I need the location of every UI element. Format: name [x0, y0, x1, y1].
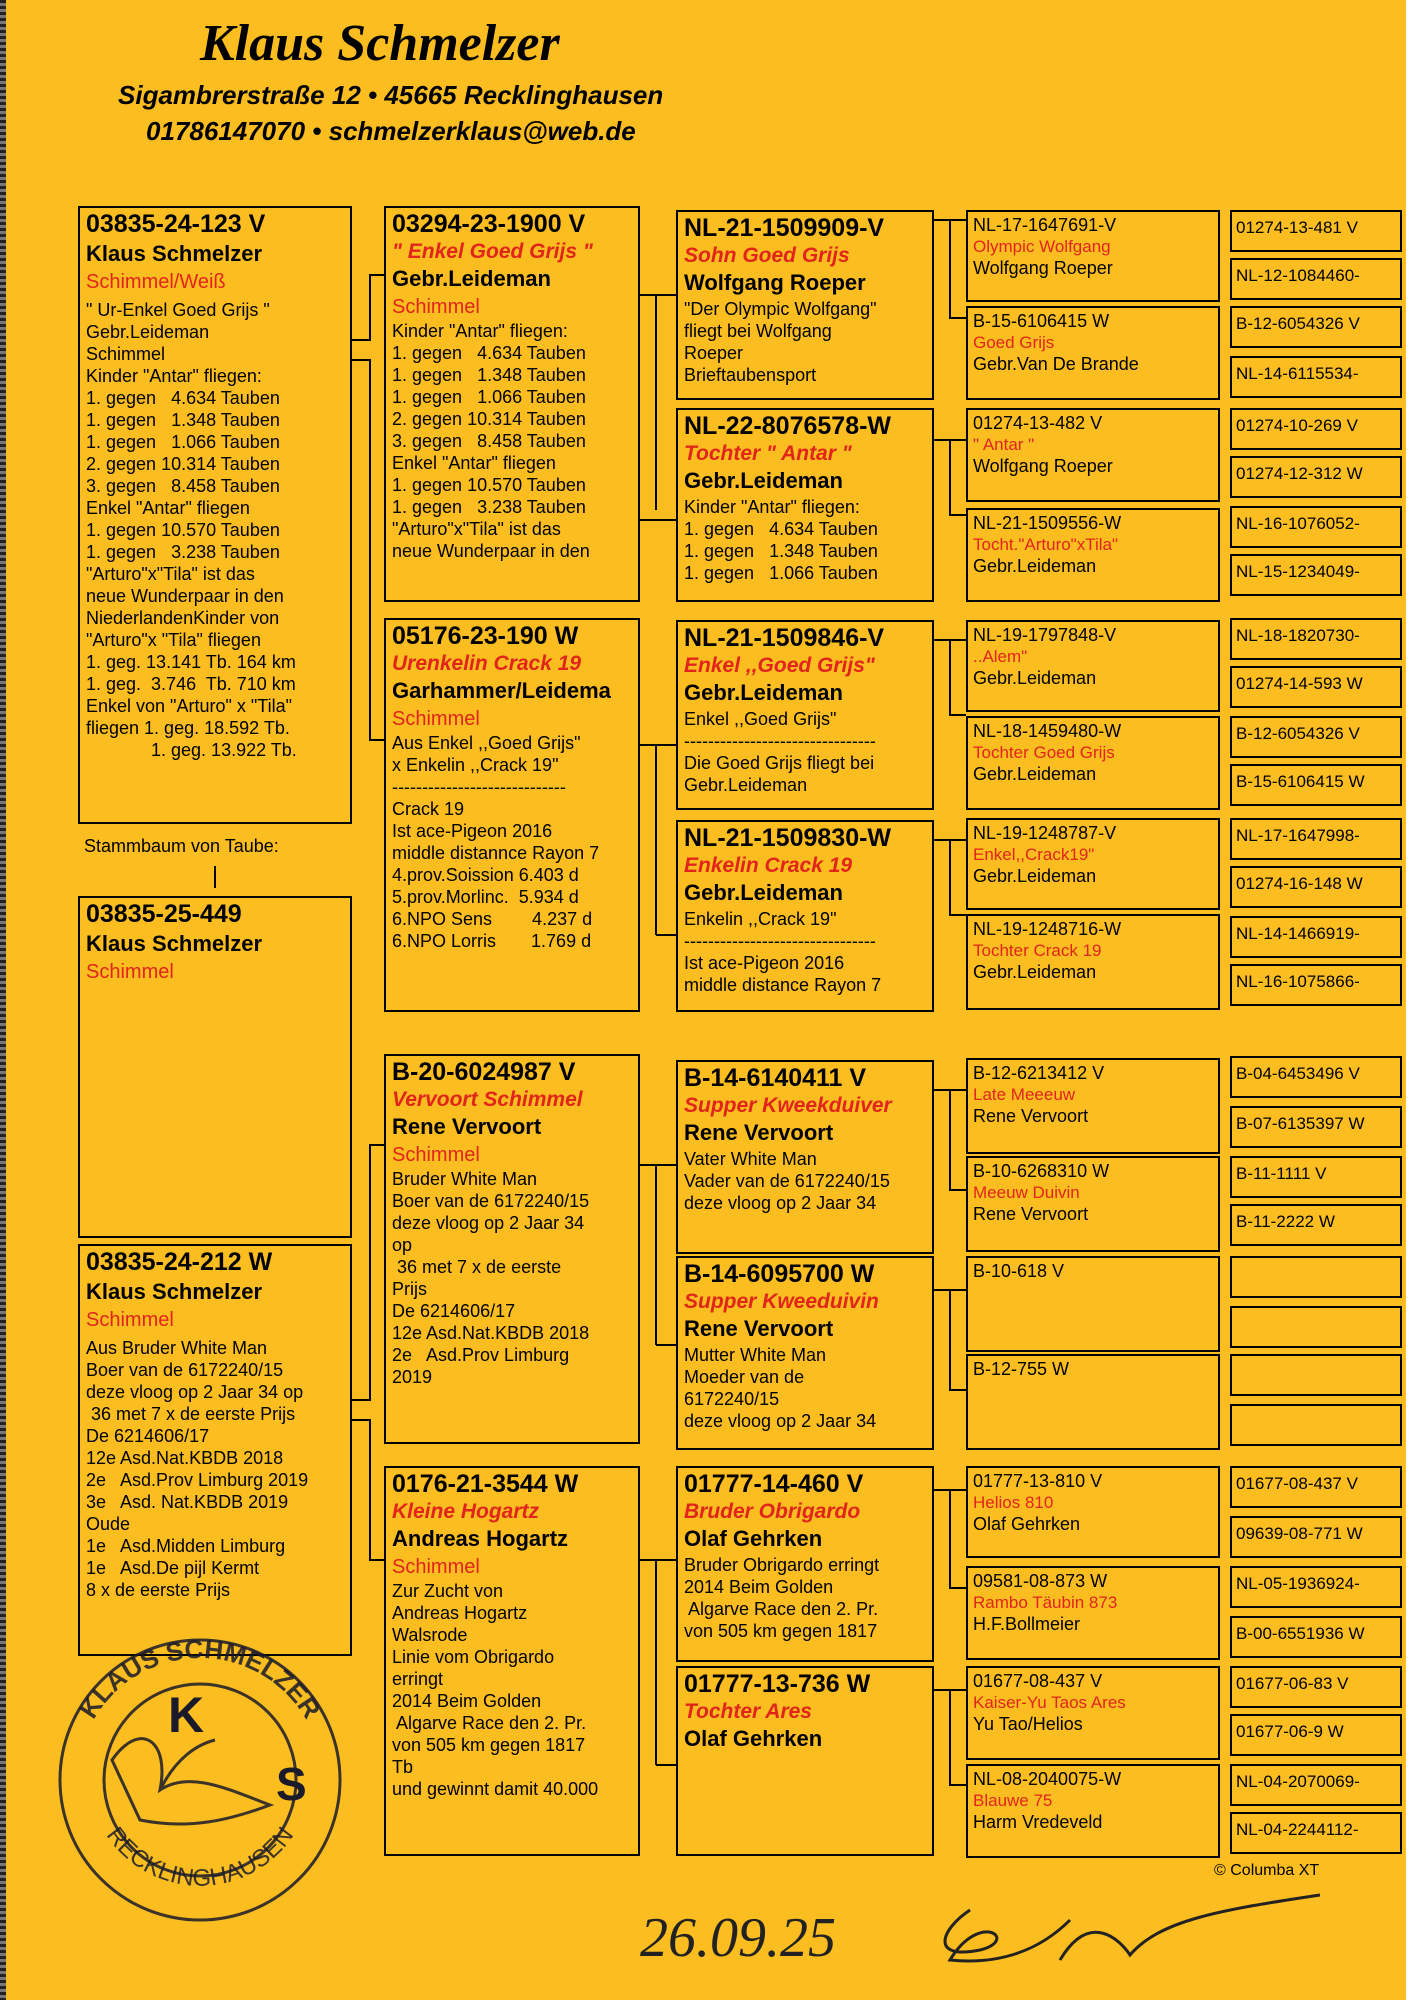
grandparent-ring-number: B-14-6140411 V — [684, 1064, 867, 1092]
great-grandparent-owner: Gebr.Leideman — [973, 556, 1097, 576]
great-grandparent-owner: Wolfgang Roeper — [973, 258, 1113, 278]
great-grandparent-owner: Harm Vredeveld — [973, 1812, 1103, 1832]
subject-color: Schimmel/Weiß — [86, 271, 226, 293]
g5-ring-box: 09639-08-771 W — [1230, 1516, 1402, 1558]
grandparent-info: Bruder Obrigardo erringt 2014 Beim Golden Algarve Race den 2. Pr. von 505 km gegen 1817 — [684, 1555, 880, 1641]
great-grandparent-name: Tocht."Arturo"xTila" — [973, 535, 1119, 554]
grandparent-info: Enkelin ,,Crack 19" -------------------------------- Ist ace-Pigeon 2016 middle distance Rayon 7 — [684, 909, 882, 995]
grandparent-ring-number: B-14-6095700 W — [684, 1260, 875, 1288]
sibling1-color: Schimmel — [86, 961, 174, 983]
grandparent-name: Enkelin Crack 19 — [684, 854, 853, 877]
mother-name: Urenkelin Crack 19 — [392, 652, 582, 675]
grandparent-ring-number: NL-21-1509846-V — [684, 624, 885, 652]
grandparent-name: Tochter " Antar " — [684, 442, 852, 465]
great-grandparent-name: Tochter Goed Grijs — [973, 743, 1115, 762]
mother-ring-number: 05176-23-190 W — [392, 622, 579, 650]
great-grandparent-ring-number: 09581-08-873 W — [973, 1571, 1108, 1591]
great-grandparent-name: Olympic Wolfgang — [973, 237, 1111, 256]
father2-name: Vervoort Schimmel — [392, 1088, 583, 1111]
g5-ring-box: B-11-2222 W — [1230, 1204, 1402, 1246]
great-grandparent-name: Late Meeeuw — [973, 1085, 1076, 1104]
grandparent-name: Bruder Obrigardo — [684, 1500, 861, 1523]
g5-ring-box: NL-04-2244112- — [1230, 1812, 1402, 1854]
great-grandparent-ring-number: B-10-618 V — [973, 1261, 1065, 1281]
sibling1-owner: Klaus Schmelzer — [86, 931, 263, 956]
grandparent-info: Mutter White Man Moeder van de 6172240/15 deze vloog op 2 Jaar 34 — [684, 1345, 877, 1431]
signature-date: 26.09.25 — [640, 1907, 836, 1969]
mother-info: Aus Enkel ,,Goed Grijs" x Enkelin ,,Crack 19" ----------------------------- Crack 19 Ist ace-Pigeon 2016 middle distannce Rayon 7 4.prov.Soission 6.403 d 5.prov.Morlinc. 5.934 d 6.NPO Sens 4.237 d 6.NPO Lorris 1.769 d — [392, 733, 600, 951]
g5-ring-box: NL-12-1084460- — [1230, 258, 1402, 300]
father2-ring-number: B-20-6024987 V — [392, 1058, 576, 1086]
great-grandparent-ring-number: B-10-6268310 W — [973, 1161, 1110, 1181]
grandparent-ring-number: 01777-13-736 W — [684, 1670, 871, 1698]
great-grandparent-ring-number: B-12-6213412 V — [973, 1063, 1105, 1083]
g5-ring-box: NL-15-1234049- — [1230, 554, 1402, 596]
stamp-letter-s: S — [276, 1758, 307, 1810]
mother2-color: Schimmel — [392, 1556, 480, 1578]
great-grandparent-name: Blauwe 75 — [973, 1791, 1053, 1810]
grandparent-ring-number: NL-21-1509830-W — [684, 824, 892, 852]
great-grandparent-ring-number: B-15-6106415 W — [973, 311, 1110, 331]
great-grandparent-name: Enkel,,Crack19" — [973, 845, 1095, 864]
g5-ring-box: 01274-12-312 W — [1230, 456, 1402, 498]
g5-ring-box: B-12-6054326 V — [1230, 716, 1402, 758]
father-color: Schimmel — [392, 296, 480, 318]
great-grandparent-name: Goed Grijs — [973, 333, 1055, 352]
great-grandparent-owner: Gebr.Leideman — [973, 668, 1097, 688]
grandparent-name: Sohn Goed Grijs — [684, 244, 850, 267]
grandparent-ring-number: 01777-14-460 V — [684, 1470, 864, 1498]
great-grandparent-name: ..Alem" — [973, 647, 1028, 666]
father-name: " Enkel Goed Grijs " — [392, 240, 593, 263]
subject-owner: Klaus Schmelzer — [86, 241, 263, 266]
great-grandparent-ring-number: 01777-13-810 V — [973, 1471, 1103, 1491]
grandparent-owner: Olaf Gehrken — [684, 1526, 823, 1551]
subject-ring-number: 03835-24-123 V — [86, 210, 266, 238]
father-owner: Gebr.Leideman — [392, 266, 551, 291]
g5-ring-box: 01677-08-437 V — [1230, 1466, 1402, 1508]
great-grandparent-name: Helios 810 — [973, 1493, 1054, 1512]
grandparent-info: Enkel ,,Goed Grijs" -------------------------------- Die Goed Grijs fliegt bei Gebr.Leideman — [684, 709, 876, 795]
g5-ring-box: 01274-16-148 W — [1230, 866, 1402, 908]
mother2-ring-number: 0176-21-3544 W — [392, 1470, 579, 1498]
grandparent-info: "Der Olympic Wolfgang" fliegt bei Wolfgang Roeper Brieftaubensport — [684, 299, 877, 385]
sibling1-ring-number: 03835-25-449 — [86, 900, 242, 928]
grandparent-name: Tochter Ares — [684, 1700, 812, 1723]
great-grandparent-name: Rambo Täubin 873 — [973, 1593, 1118, 1612]
great-grandparent-ring-number: 01677-08-437 V — [973, 1671, 1103, 1691]
grandparent-name: Supper Kweeduivin — [684, 1290, 879, 1313]
great-grandparent-name: Meeuw Duivin — [973, 1183, 1080, 1202]
grandparent-info: Kinder "Antar" fliegen: 1. gegen 4.634 Tauben 1. gegen 1.348 Tauben 1. gegen 1.066 Tauben — [684, 497, 878, 583]
g5-ring-box: B-00-6551936 W — [1230, 1616, 1402, 1658]
stamp-top-text: KLAUS SCHMELZER — [73, 1633, 327, 1724]
g5-ring-box: 01274-14-593 W — [1230, 666, 1402, 708]
father-ring-number: 03294-23-1900 V — [392, 210, 586, 238]
great-grandparent-owner: Gebr.Leideman — [973, 764, 1097, 784]
g5-ring-box: NL-16-1075866- — [1230, 964, 1402, 1006]
mother2-name: Kleine Hogartz — [392, 1500, 540, 1523]
sibling2-info: Aus Bruder White Man Boer van de 6172240/15 deze vloog op 2 Jaar 34 op 36 met 7 x de eerste Prijs De 6214606/17 12e Asd.Nat.KBDB 2018 2e Asd.Prov Limburg 2019 3e Asd. Nat.KBDB 2019 Oude 1e Asd.Midden Limburg 1e Asd.De pijl Kermt 8 x de eerste Prijs — [86, 1338, 309, 1600]
g5-ring-box: 01274-10-269 V — [1230, 408, 1402, 450]
g5-ring-box: NL-04-2070069- — [1230, 1764, 1402, 1806]
g5-ring-box: B-04-6453496 V — [1230, 1056, 1402, 1098]
great-grandparent-ring-number: NL-19-1248787-V — [973, 823, 1117, 843]
great-grandparent-ring-number: NL-17-1647691-V — [973, 215, 1117, 235]
grandparent-name: Supper Kweekduiver — [684, 1094, 892, 1117]
grandparent-ring-number: NL-21-1509909-V — [684, 214, 885, 242]
stammbaum-label: Stammbaum von Taube: — [84, 836, 279, 856]
copyright-notice: © Columba XT — [1214, 1862, 1320, 1879]
great-grandparent-name: Tochter Crack 19 — [973, 941, 1102, 960]
great-grandparent-ring-number: B-12-755 W — [973, 1359, 1070, 1379]
sibling2-color: Schimmel — [86, 1309, 174, 1331]
great-grandparent-ring-number: NL-19-1797848-V — [973, 625, 1117, 645]
mother-color: Schimmel — [392, 708, 480, 730]
breeder-address: Sigambrerstraße 12 • 45665 Recklinghausen — [118, 80, 664, 110]
father2-info: Bruder White Man Boer van de 6172240/15 deze vloog op 2 Jaar 34 op 36 met 7 x de eerste Prijs De 6214606/17 12e Asd.Nat.KBDB 2018 2e Asd.Prov Limburg 2019 — [392, 1169, 590, 1387]
g5-ring-box: NL-17-1647998- — [1230, 818, 1402, 860]
g5-ring-box: NL-05-1936924- — [1230, 1566, 1402, 1608]
grandparent-owner: Wolfgang Roeper — [684, 270, 866, 295]
grandparent-owner: Gebr.Leideman — [684, 680, 843, 705]
grandparent-owner: Rene Vervoort — [684, 1120, 834, 1145]
g5-ring-box: 01677-06-9 W — [1230, 1714, 1402, 1756]
grandparent-owner: Olaf Gehrken — [684, 1726, 823, 1751]
grandparent-owner: Gebr.Leideman — [684, 880, 843, 905]
breeder-contact: 01786147070 • schmelzerklaus@web.de — [146, 116, 636, 146]
g5-ring-box: B-12-6054326 V — [1230, 306, 1402, 348]
grandparent-owner: Gebr.Leideman — [684, 468, 843, 493]
svg-text:RECKLINGHAUSEN — [101, 1822, 299, 1892]
great-grandparent-owner: Gebr.Leideman — [973, 962, 1097, 982]
great-grandparent-owner: Rene Vervoort — [973, 1106, 1089, 1126]
g5-ring-box: B-15-6106415 W — [1230, 764, 1402, 806]
great-grandparent-owner: H.F.Bollmeier — [973, 1614, 1081, 1634]
great-grandparent-owner: Wolfgang Roeper — [973, 456, 1113, 476]
great-grandparent-owner: Rene Vervoort — [973, 1204, 1089, 1224]
g5-ring-box: NL-18-1820730- — [1230, 618, 1402, 660]
grandparent-ring-number: NL-22-8076578-W — [684, 412, 892, 440]
g5-ring-box: 01274-13-481 V — [1230, 210, 1402, 252]
great-grandparent-ring-number: NL-08-2040075-W — [973, 1769, 1122, 1789]
subject-info: " Ur-Enkel Goed Grijs " Gebr.Leideman Schimmel Kinder "Antar" fliegen: 1. gegen 4.634 Tauben 1. gegen 1.348 Tauben 1. gegen 1.066 Tauben 2. gegen 10.314 Tauben 3. gegen 8.458 Tauben Enkel "Antar" fliegen 1. gegen 10.570 Tauben 1. gegen 3.238 Tauben "Arturo"x"Tila" ist das neue Wunderpaar in den NiederlandenKinder von "Arturo"x "Tila" fliegen 1. geg. 13.141 Tb. 164 km 1. geg. 3.746 Tb. 710 km Enkel von "Arturo" x "Tila" fliegen 1. geg. 18.592 Tb. 1. geg. 13.922 Tb. — [86, 300, 297, 760]
g5-ring-box: NL-14-1466919- — [1230, 916, 1402, 958]
great-grandparent-name: " Antar " — [973, 435, 1035, 454]
great-grandparent-ring-number: NL-19-1248716-W — [973, 919, 1122, 939]
father-info: Kinder "Antar" fliegen: 1. gegen 4.634 Tauben 1. gegen 1.348 Tauben 1. gegen 1.066 Tauben 2. gegen 10.314 Tauben 3. gegen 8.458 Tauben Enkel "Antar" fliegen 1. gegen 10.570 Tauben 1. gegen 3.238 Tauben "Arturo"x"Tila" ist das neue Wunderpaar in den — [392, 321, 590, 561]
sibling2-ring-number: 03835-24-212 W — [86, 1248, 273, 1276]
g5-ring-box: 01677-06-83 V — [1230, 1666, 1402, 1708]
father2-owner: Rene Vervoort — [392, 1114, 542, 1139]
great-grandparent-owner: Gebr.Van De Brande — [973, 354, 1139, 374]
breeder-name: Klaus Schmelzer — [200, 15, 560, 72]
great-grandparent-ring-number: NL-18-1459480-W — [973, 721, 1122, 741]
mother2-owner: Andreas Hogartz — [392, 1526, 569, 1551]
signature-scribble-icon — [920, 1890, 1340, 1980]
great-grandparent-ring-number: 01274-13-482 V — [973, 413, 1103, 433]
father2-color: Schimmel — [392, 1144, 480, 1166]
mother2-info: Zur Zucht von Andreas Hogartz Walsrode Linie vom Obrigardo erringt 2014 Beim Golden Algarve Race den 2. Pr. von 505 km gegen 1817 Tb und gewinnt damit 40.000 — [392, 1581, 599, 1799]
mother-owner: Garhammer/Leidema — [392, 678, 611, 703]
stamp-bottom-text: RECKLINGHAUSEN — [100, 1822, 300, 1892]
grandparent-info: Vater White Man Vader van de 6172240/15 deze vloog op 2 Jaar 34 — [684, 1149, 890, 1213]
great-grandparent-owner: Yu Tao/Helios — [973, 1714, 1083, 1734]
stamp-letter-k: K — [168, 1687, 205, 1743]
g5-ring-box: NL-16-1076052- — [1230, 506, 1402, 548]
great-grandparent-owner: Gebr.Leideman — [973, 866, 1097, 886]
great-grandparent-name: Kaiser-Yu Taos Ares — [973, 1693, 1126, 1712]
grandparent-name: Enkel ,,Goed Grijs" — [684, 654, 875, 677]
great-grandparent-ring-number: NL-21-1509556-W — [973, 513, 1122, 533]
sibling2-owner: Klaus Schmelzer — [86, 1279, 263, 1304]
grandparent-owner: Rene Vervoort — [684, 1316, 834, 1341]
g5-ring-box: B-11-1111 V — [1230, 1156, 1402, 1198]
g5-ring-box: B-07-6135397 W — [1230, 1106, 1402, 1148]
great-grandparent-owner: Olaf Gehrken — [973, 1514, 1081, 1534]
g5-ring-box: NL-14-6115534- — [1230, 356, 1402, 398]
